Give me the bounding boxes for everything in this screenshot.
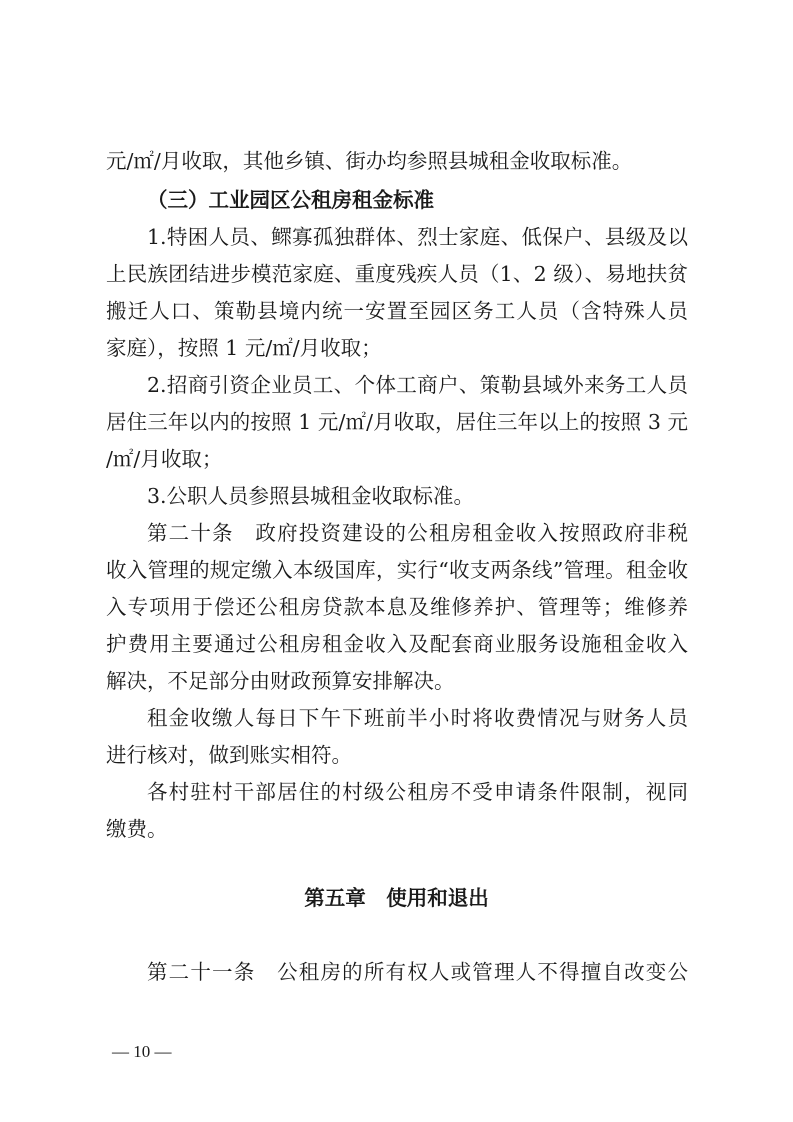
paragraph-line: 1.特困人员、鳏寡孤独群体、烈士家庭、低保户、县级及以: [147, 225, 688, 249]
paragraph-line: 缴费。: [106, 817, 168, 841]
paragraph-line: 进行核对，做到账实相符。: [106, 743, 352, 767]
paragraph-line: 租金收缴人每日下午下班前半小时将收费情况与财务人员: [147, 706, 688, 730]
paragraph-line: 各村驻村干部居住的村级公租房不受申请条件限制，视同: [147, 780, 688, 804]
paragraph-line: 3.公职人员参照县城租金收取标准。: [147, 484, 475, 508]
paragraph-line: 收入管理的规定缴入本级国库，实行“收支两条线”管理。租金收: [106, 558, 688, 582]
paragraph-line: 上民族团结进步模范家庭、重度残疾人员（1、2 级）、易地扶贫: [106, 262, 688, 286]
paragraph-line: 第二十一条 公租房的所有权人或管理人不得擅自改变公: [147, 960, 688, 984]
paragraph-line: 元/㎡/月收取，其他乡镇、街办均参照县城租金收取标准。: [106, 149, 633, 173]
paragraph-line: /㎡/月收取；: [106, 447, 223, 471]
paragraph-line: 2.招商引资企业员工、个体工商户、策勒县域外来务工人员: [147, 373, 688, 397]
paragraph-line: 家庭），按照 1 元/㎡/月收取；: [106, 336, 382, 360]
paragraph-line: 护费用主要通过公租房租金收入及配套商业服务设施租金收入: [106, 632, 688, 656]
section-heading: （三）工业园区公租房租金标准: [147, 188, 434, 212]
paragraph-line: 居住三年以内的按照 1 元/㎡/月收取，居住三年以上的按照 3 元: [106, 410, 688, 434]
paragraph-line: 搬迁人口、策勒县境内统一安置至园区务工人员（含特殊人员: [106, 299, 688, 323]
paragraph-line: 入专项用于偿还公租房贷款本息及维修养护、管理等；维修养: [106, 595, 688, 619]
paragraph-line: 第二十条 政府投资建设的公租房租金收入按照政府非税: [147, 521, 688, 545]
paragraph-line: 解决，不足部分由财政预算安排解决。: [106, 669, 455, 693]
chapter-title: 第五章 使用和退出: [304, 886, 489, 910]
page-number: — 10 —: [112, 1042, 172, 1061]
